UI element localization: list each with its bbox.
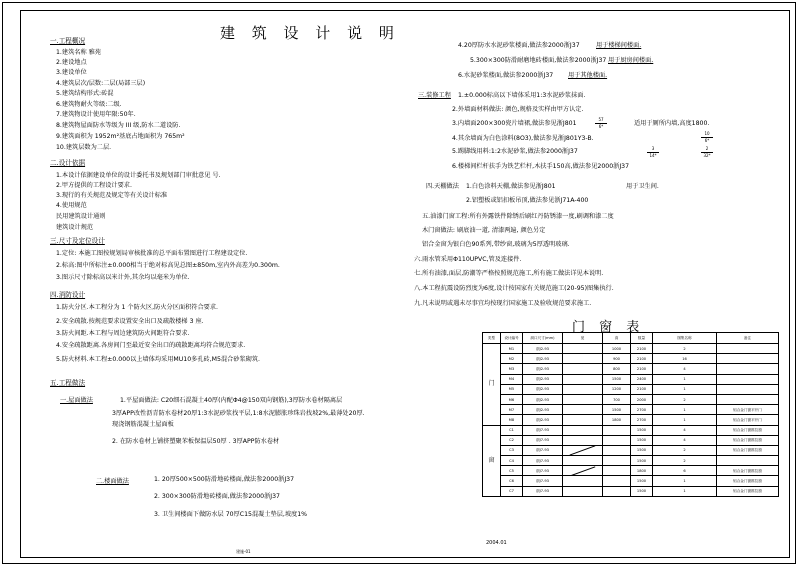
table-cell	[603, 476, 631, 486]
table-group-cell: 窗	[483, 425, 501, 496]
overview-line: 3.建设单位	[56, 69, 87, 76]
table-cell	[717, 354, 779, 364]
ceiling-heading: 四.天棚做法	[426, 183, 459, 190]
table-cell: 1	[653, 415, 717, 425]
table-row	[483, 364, 779, 374]
floor-line: 2. 300×300防滑地砖楼面,做法参2000浙J37	[154, 493, 280, 500]
table-cell: 900	[603, 354, 631, 364]
table-cell: 2100	[631, 354, 653, 364]
table-cell: 1200	[603, 384, 631, 394]
floor-line-right: 4.20厚防水水泥砂浆楼面,做法参2000浙J37	[458, 42, 580, 49]
table-cell: 浙J2-93	[523, 394, 563, 404]
table-cell	[717, 374, 779, 384]
decoration-line: 5.踢脚线用料:1:2水泥砂浆,做法参2000浙J37	[452, 148, 578, 155]
fire-line: 2.安全疏散.按规范要求设置安全出口及疏散楼梯 3 座.	[56, 318, 204, 325]
table-cell-size	[563, 374, 603, 384]
floor-method-label: 二.楼面做法	[96, 478, 129, 485]
table-cell: 浙J2-93	[523, 374, 563, 384]
table-header: 图集名称	[653, 333, 717, 344]
ceiling-note: 用于卫生间.	[626, 183, 659, 190]
roof-line: 2. 在防水卷材上铺挤塑聚苯板保温层50厚 . 3厚APP防水卷材	[112, 438, 280, 445]
section-heading-dimensions: 三.尺寸及定位设计	[50, 237, 105, 245]
table-cell: M6	[501, 394, 523, 404]
table-cell: 1000	[603, 344, 631, 354]
table-row	[483, 466, 779, 476]
finish-line: 六.雨水管采用Φ110UPVC,管及连接件.	[414, 256, 522, 263]
table-cell-size	[563, 354, 603, 364]
table-cell: 1	[653, 476, 717, 486]
table-cell: 2	[653, 394, 717, 404]
section-heading-construction: 五.工程做法	[50, 379, 86, 387]
table-cell: 1500	[631, 435, 653, 445]
table-cell: 2700	[631, 405, 653, 415]
table-cell: 1	[653, 374, 717, 384]
detail-index-symbol	[700, 131, 714, 143]
table-cell	[717, 384, 779, 394]
window-diagram-mark	[570, 466, 595, 476]
roof-line: 1.平屋面做法: C20细石混凝土40厚(内配Φ4@150双向钢筋),3厚防水卷材隔离层	[120, 397, 343, 404]
table-cell: 6	[653, 466, 717, 476]
ceiling-line: 1.白色涂料天棚,做法参见浙J801	[466, 183, 556, 190]
floor-line: 1. 20厚500×500防滑地砖楼面,做法参2000浙J37	[154, 476, 295, 483]
table-cell	[717, 364, 779, 374]
table-cell: 铝合金门窗推拉窗	[717, 445, 779, 455]
table-row	[483, 374, 779, 384]
detail-index-number: 57	[598, 117, 604, 122]
table-cell: 浙J7-93	[523, 466, 563, 476]
decoration-heading: 三.装修工程	[418, 92, 451, 99]
section-heading-overview: 一.工程概况	[50, 37, 86, 45]
table-header: 数量	[631, 333, 653, 344]
table-header: 备注	[717, 333, 779, 344]
table-cell: 1500	[631, 486, 653, 496]
table-cell: 浙J7-93	[523, 456, 563, 466]
floor-line: 3. 卫生间楼面下做防水层 70厚C15混凝土垫层,坡度1%	[154, 511, 308, 518]
table-cell: C6	[501, 476, 523, 486]
table-cell: M5	[501, 384, 523, 394]
table-cell: 浙J2-93	[523, 344, 563, 354]
table-cell-size	[563, 445, 603, 455]
fire-line: 4.安全疏散距离.各房间门至最近安全出口的疏散距离均符合规范要求.	[56, 342, 246, 349]
table-cell: 1500	[603, 405, 631, 415]
detail-index-sheet: 32*	[703, 153, 711, 158]
table-cell: C7	[501, 486, 523, 496]
detail-index-sheet: 6*	[704, 138, 710, 143]
table-row	[483, 415, 779, 425]
table-cell: 1	[653, 384, 717, 394]
overview-line: 9.建筑面积为 1952m²基底占地面积为 765m²	[56, 133, 185, 140]
table-cell-size	[563, 364, 603, 374]
table-cell: 浙J7-93	[523, 425, 563, 435]
table-cell: 浙J7-93	[523, 476, 563, 486]
decoration-note: 适用于厕所内墙,高度1800.	[634, 120, 710, 127]
table-cell: 2700	[631, 415, 653, 425]
table-cell	[717, 344, 779, 354]
table-cell	[603, 486, 631, 496]
table-header: 洞口尺寸(mm)	[523, 333, 563, 344]
detail-index-sheet: 14*	[649, 153, 657, 158]
table-cell: 2	[653, 456, 717, 466]
table-cell-size	[563, 476, 603, 486]
table-cell: 16	[653, 354, 717, 364]
basis-line: 2.甲方提供的工程设计要求.	[56, 182, 132, 189]
table-cell: 2000	[631, 394, 653, 404]
table-cell-size	[563, 394, 603, 404]
detail-index-number: 2	[705, 146, 709, 151]
roof-method-label: 一.屋面做法	[60, 397, 93, 404]
basis-line: 民用建筑设计通则	[56, 213, 106, 220]
table-cell	[603, 456, 631, 466]
table-row	[483, 405, 779, 415]
door-window-table-title: 门 窗 表	[572, 320, 645, 335]
detail-index-symbol	[700, 146, 714, 158]
table-cell: 2100	[631, 344, 653, 354]
window-diagram-mark	[570, 446, 595, 456]
table-header: 高	[603, 333, 631, 344]
table-cell-size	[563, 344, 603, 354]
table-cell: 浙J2-93	[523, 354, 563, 364]
table-cell: 1800	[603, 415, 631, 425]
basis-line: 3.现行的有关规范及规定等有关设计标准	[56, 192, 168, 199]
table-cell: 浙J2-93	[523, 415, 563, 425]
table-header: 设计编号	[501, 333, 523, 344]
fire-line: 3.防火间距.本工程与周边建筑防火间距符合要求.	[56, 330, 190, 337]
table-row	[483, 456, 779, 466]
overview-line: 4.建筑层次/层数:二层(局部三层)	[56, 80, 146, 87]
table-cell: M7	[501, 405, 523, 415]
detail-index-symbol	[594, 117, 608, 129]
dimension-line: 2.标高:图中所标注±0.000相当于绝对标高见总图±850m,室内外高差为0.300m.	[56, 262, 280, 269]
overview-line: 8.建筑物屋面防水等级为 III 级,防水二道设防.	[56, 122, 181, 129]
dimension-line: 3.图示尺寸除标高以米计外,其余均以毫米为单位.	[56, 274, 190, 281]
table-cell: 铝合金门窗推拉窗	[717, 466, 779, 476]
table-cell: 浙J7-93	[523, 486, 563, 496]
table-date: 2004.01	[486, 540, 507, 546]
table-cell: 700	[603, 394, 631, 404]
basis-line: 1.本设计依据建设单位的设计委托书及规划部门审批意见 号.	[56, 172, 221, 179]
detail-index-number: 10	[704, 131, 710, 136]
table-cell: 1500	[631, 476, 653, 486]
overview-line: 6.建筑物耐火等级:二级.	[56, 101, 122, 108]
table-cell-size	[563, 405, 603, 415]
table-cell: 4	[653, 425, 717, 435]
overview-line: 5.建筑结构形式:砖混	[56, 90, 114, 97]
table-row	[483, 445, 779, 455]
table-cell	[603, 435, 631, 445]
table-row	[483, 384, 779, 394]
table-cell: 1500	[631, 456, 653, 466]
table-cell-size	[563, 486, 603, 496]
table-cell: 1500	[631, 445, 653, 455]
table-cell: 2	[653, 344, 717, 354]
finish-line: 七.所有油漆,面层,防潮等严格按照规范施工,所有施工做法详见本说明.	[414, 270, 604, 277]
floor-note-right: 用于厨房间楼面.	[608, 57, 654, 64]
table-cell-size	[563, 466, 603, 476]
table-cell	[717, 394, 779, 404]
roof-line: 现浇钢筋混凝土屋面板	[112, 421, 174, 428]
table-header: 类型	[483, 333, 501, 344]
table-cell: M8	[501, 415, 523, 425]
table-header: 宽	[563, 333, 603, 344]
finish-line: 木门窗做法: 刷底油一道, 清漆两遍, 颜色另定	[422, 227, 546, 234]
table-cell	[603, 466, 631, 476]
table-cell: C4	[501, 456, 523, 466]
section-heading-basis: 二.设计依据	[50, 159, 86, 167]
basis-line: 建筑设计规范	[56, 224, 94, 231]
table-cell: C5	[501, 466, 523, 476]
table-cell: 浙J2-93	[523, 405, 563, 415]
table-cell: 800	[603, 364, 631, 374]
table-row	[483, 394, 779, 404]
detail-index-sheet: 6*	[598, 124, 604, 129]
table-row	[483, 354, 779, 364]
table-cell: 铝合金门窗平开门	[717, 415, 779, 425]
table-cell: 铝合金门窗推拉窗	[717, 476, 779, 486]
overview-line: 1.建筑名称 雅苑	[56, 49, 101, 56]
table-row	[483, 344, 779, 354]
table-cell: 1800	[631, 466, 653, 476]
table-cell	[603, 425, 631, 435]
table-cell-size	[563, 435, 603, 445]
table-cell: 4	[653, 435, 717, 445]
table-cell: 1	[653, 405, 717, 415]
table-cell-size	[563, 415, 603, 425]
table-cell: 浙J7-93	[523, 445, 563, 455]
basis-line: 4.使用规范	[56, 202, 87, 209]
overview-line: 7.建筑物设计使用年限:50年.	[56, 111, 136, 118]
decoration-line: 4.其余墙面为白色涂料(8O3),做法参见浙J801Y3-B.	[452, 135, 594, 142]
table-cell: M1	[501, 344, 523, 354]
finish-line: 铝合金窗为银白色90系列,带纱窗,玻璃为5厚透明玻璃.	[422, 241, 570, 248]
floor-note-right: 用于其他楼面.	[568, 72, 608, 79]
table-cell: 铝合金门窗推拉窗	[717, 435, 779, 445]
table-header-row	[483, 333, 779, 344]
detail-index-number: 3	[651, 146, 655, 151]
table-cell: 铝合金门窗推拉窗	[717, 425, 779, 435]
decoration-line: 2.外墙面材料做法: 颜色,规格及实样由甲方认定.	[452, 106, 584, 113]
overview-line: 10.建筑层数为二层.	[56, 144, 112, 151]
floor-note-right: 用于楼梯间楼面.	[596, 42, 642, 49]
table-cell: 铝合金门窗平开门	[717, 405, 779, 415]
table-cell: 1	[653, 486, 717, 496]
section-heading-fire: 四.消防设计	[50, 291, 86, 299]
table-cell: 2400	[631, 374, 653, 384]
table-cell: 浙J2-93	[523, 364, 563, 374]
decoration-line: 3.内墙面200×300瓷片墙裙,做法参见浙J801	[452, 120, 577, 127]
floor-line-right: 6.水泥砂浆楼面,做法参2000浙J37	[458, 72, 554, 79]
table-cell: C2	[501, 435, 523, 445]
table-cell-size	[563, 456, 603, 466]
table-row	[483, 476, 779, 486]
table-cell-size	[563, 425, 603, 435]
floor-line-right: 5.300×300防滑耐磨地砖楼面,做法参2000浙J37	[470, 57, 607, 64]
finish-line: 九.凡未说明或遇未尽事宜均按现行国家施工及验收规范要求施工.	[414, 300, 592, 307]
table-cell: 2100	[631, 384, 653, 394]
table-cell: M3	[501, 364, 523, 374]
table-cell: 铝合金门窗推拉窗	[717, 486, 779, 496]
page-title: 建 筑 设 计 说 明	[220, 24, 400, 42]
table-cell: M4	[501, 374, 523, 384]
table-cell: C1	[501, 425, 523, 435]
table-cell: 浙J2-93	[523, 384, 563, 394]
table-cell	[603, 445, 631, 455]
fire-line: 1.防火分区.本工程分为 1 个防火区,防火分区面积符合要求.	[56, 304, 218, 311]
door-window-table	[482, 332, 779, 497]
sheet-number: 建施-01	[236, 549, 251, 554]
table-cell: 2	[653, 445, 717, 455]
decoration-line: 1.±0.000标高以下墙体采用1:3水泥砂浆抹面.	[458, 92, 586, 99]
decoration-line: 6.楼梯间栏杆扶手为铁艺栏杆,木扶手150高,做法参见2000浙J37	[452, 163, 630, 170]
table-cell: 4	[653, 364, 717, 374]
finish-line: 五.油漆门窗工程:所有外露铁件除锈后刷红丹防锈漆一度,刷调和漆二度	[422, 213, 614, 220]
detail-index-symbol	[646, 146, 660, 158]
dimension-line: 1.定位: 本施工图按规划局审核批准的总平面布置图进行工程建设定位.	[56, 250, 248, 257]
table-cell: M2	[501, 354, 523, 364]
table-cell: 浙J7-93	[523, 435, 563, 445]
table-cell: 1500	[603, 374, 631, 384]
table-row	[483, 486, 779, 496]
table-group-cell: 门	[483, 344, 501, 426]
roof-line: 3厚APP改性沥青防水卷材20厚1:3水泥砂浆找平层,1:8水泥膨胀珍珠岩找坡2%,最薄处20厚.	[112, 410, 365, 417]
finish-line: 八.本工程抗震设防烈度为6度,设计按国家有关规范施工(20-95)图集执行.	[414, 285, 614, 292]
ceiling-line: 2.铝塑板或铝扣板吊顶,做法参见浙J71A-400	[466, 197, 589, 204]
table-cell-size	[563, 384, 603, 394]
table-row	[483, 435, 779, 445]
table-cell	[717, 456, 779, 466]
table-row	[483, 425, 779, 435]
table-cell: 2100	[631, 364, 653, 374]
table-cell: 1500	[631, 425, 653, 435]
table-cell: C3	[501, 445, 523, 455]
fire-line: 5.防火材料.本工程±0.000以上墙体均采用MU10多孔砖,M5混合砂浆砌筑.	[56, 356, 261, 363]
overview-line: 2.建设地点	[56, 59, 87, 66]
